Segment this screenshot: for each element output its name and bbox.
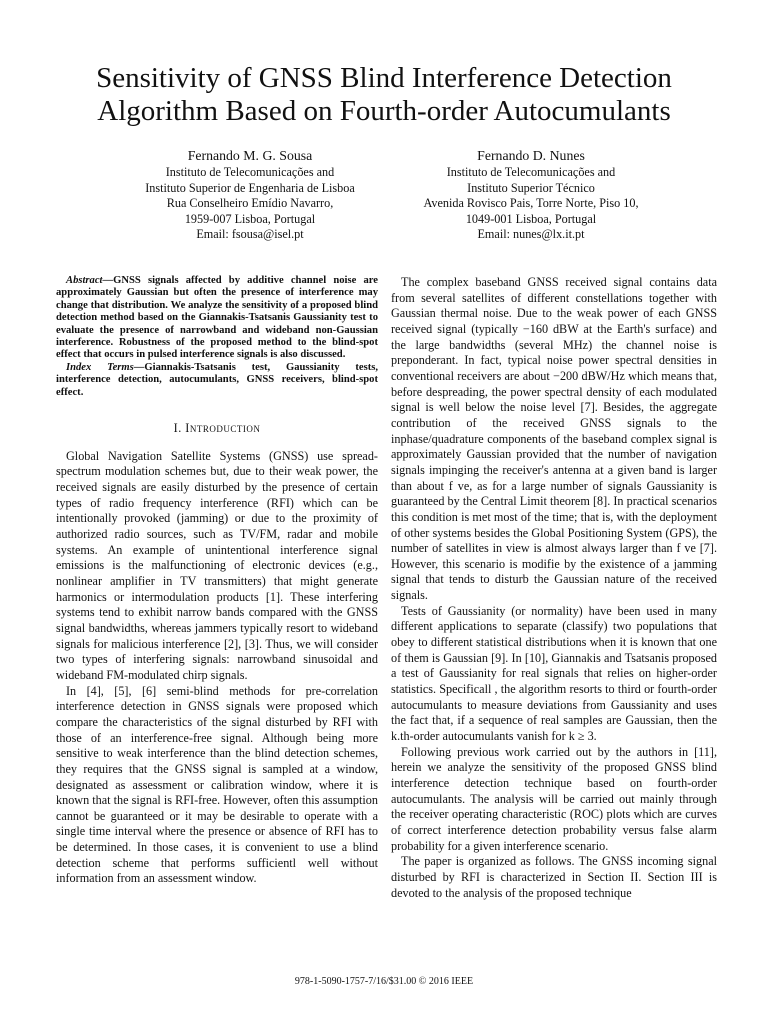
index-terms-text: —Giannakis-Tsatsanis test, Gaussianity tests, interference detection, autocumulants, GNSS receivers, blind-spot effect. <box>56 361 378 398</box>
author-email[interactable]: Email: nunes@lx.it.pt <box>477 227 585 242</box>
section-title: Introduction <box>185 421 261 436</box>
left-column <box>56 275 378 887</box>
author-address-line: Rua Conselheiro Emídio Navarro, <box>166 196 334 211</box>
body-paragraph: Global Navigation Satellite Systems (GNSS) use spread-spectrum modulation schemes but, due to their weak power, the received signals are easily disturbed by the presence of certain types of radio frequency interference (RFI) which can be intentionally provoked (jamming) or due to the proximity of authorized radio sources, such as TV/FM, radar and mobile systems. An example of unintentional interference signal emissions is the malfunctioning of electronic devices (e.g., nonlinear amplifier in TV transmitters) that might generate harmonics or intermodulation products [1]. These interfering systems tend to exhibit narrow bands compared with the GNSS signal bandwidths, whereas jammers typically resort to wideband signals for malicious interference [2], [3]. Thus, we will consider two types of interfering signals: narrowband sinusoidal and wideband FM-modulated chirp signals. <box>56 448 378 682</box>
author-email[interactable]: Email: fsousa@isel.pt <box>196 227 304 242</box>
author-address-line: 1959-007 Lisboa, Portugal <box>184 211 316 226</box>
title-line-1: Sensitivity of GNSS Blind Interference Detection <box>96 62 672 94</box>
section-heading <box>56 421 378 437</box>
section-number: I. <box>173 421 182 436</box>
author-name: Fernando D. Nunes <box>477 148 585 163</box>
author-block-2 <box>398 146 664 243</box>
index-terms-label: Index Terms <box>66 361 134 373</box>
author-name: Fernando M. G. Sousa <box>187 148 313 163</box>
body-paragraph: The complex baseband GNSS received signal contains data from several satellites of different constellations together with Gaussian thermal noise. Due to the weak power of each GNSS received signal (typically −160 dBW at the Earth's surface) and the large bandwidths (several MHz) the channel noise is preponderant. In fact, typical noise power spectral densities in conventional receivers are about −200 dBW/Hz which means that, before despreading, the power spectral density of each modulated signal is well below the noise level [7]. Besides, the aggregate contribution of the received GNSS signals to the inphase/quadrature components of the baseband complex signal is approximately Gaussian provided that the number of navigation signals impinging the receiver's antenna at a given band is larger than about f ve, as for a large number of signals Gaussianity is guaranteed by the Central Limit theorem [8]. In practical scenarios this condition is met most of the time; that is, with the deployment of other systems besides the Global Positioning System (GPS), the number of satellites in view is almost always larger than f ve [7]. However, this scenario is modifie by the existence of a jamming signal that tends to disturb the Gaussian nature of the received signals. <box>391 275 717 603</box>
author-affiliation-line: Instituto Superior Técnico <box>467 180 595 195</box>
author-affiliation-line: Instituto de Telecomunicações and <box>165 165 335 179</box>
abstract-text: —GNSS signals affected by additive channel noise are approximately Gaussian but often the presence of interference may change that distribution. We analyze the sensitivity of a proposed blind detection method based on the Giannakis-Tsatsanis Gaussianity test to evaluate the presence of narrowband and wideband non-Gaussian interference. Robustness of the proposed method to the blind-spot effect that occurs in pulsed interference signals is also discussed. <box>56 275 378 361</box>
abstract-label: Abstract <box>66 275 103 286</box>
author-address-line: Avenida Rovisco Pais, Torre Norte, Piso 10, <box>423 196 639 211</box>
author-address-line: 1049-001 Lisboa, Portugal <box>465 211 597 226</box>
author-block-1 <box>100 146 400 243</box>
paper-title <box>40 62 728 128</box>
body-paragraph: Tests of Gaussianity (or normality) have been used in many different applications to separate (classify) two populations that obey to different statistical distributions when it is known that one of them is Gaussian [9]. In [10], Giannakis and Tsatsanis proposed a test of Gaussianity for real signals that relies on higher-order statistics. Specificall , the algorithm resorts to third or fourth-order autocumulants to measure deviations from Gaussianity and uses the fact that, if a sequence of real samples are Gaussian, then the k.th-order autocumulants vanish for k ≥ 3. <box>391 603 717 744</box>
author-affiliation-line: Instituto Superior de Engenharia de Lisboa <box>145 180 355 195</box>
title-line-2: Algorithm Based on Fourth-order Autocumulants <box>97 95 671 127</box>
body-paragraph: In [4], [5], [6] semi-blind methods for pre-correlation interference detection in GNSS signals were proposed which compare the characteristics of the signal disturbed by RFI with those of an interference-free signal. Although being more sensitive to weak interference than the blind detection schemes, they requires that the GNSS signal is sampled at a window, designated as assessment or calibration window, where it is known that the signal is RFI-free. However, often this assumption cannot be guaranteed or it may be desirable to operate with a single time interval where the presence or absence of RFI has to be determined. In those cases, it is convenient to use a blind detection scheme that performs sufficientl well without information from an assessment window. <box>56 683 378 886</box>
body-paragraph: The paper is organized as follows. The GNSS incoming signal disturbed by RFI is characterized in Section II. Section III is devoted to the analysis of the proposed technique <box>391 854 717 900</box>
author-affiliation-line: Instituto de Telecomunicações and <box>446 165 616 179</box>
body-paragraph: Following previous work carried out by the authors in [11], herein we analyze the sensitivity of the proposed GNSS blind interference detection technique based on fourth-order autocumulants. The analysis will be carried out mainly through the receiver operating characteristic (ROC) plots which are curves of correct interference detection probability versus false alarm probability for a given interference scenario. <box>391 744 717 853</box>
abstract <box>56 275 378 362</box>
right-column <box>391 275 717 901</box>
index-terms <box>56 362 378 399</box>
copyright-footer: 978-1-5090-1757-7/16/$31.00 © 2016 IEEE <box>294 976 474 987</box>
